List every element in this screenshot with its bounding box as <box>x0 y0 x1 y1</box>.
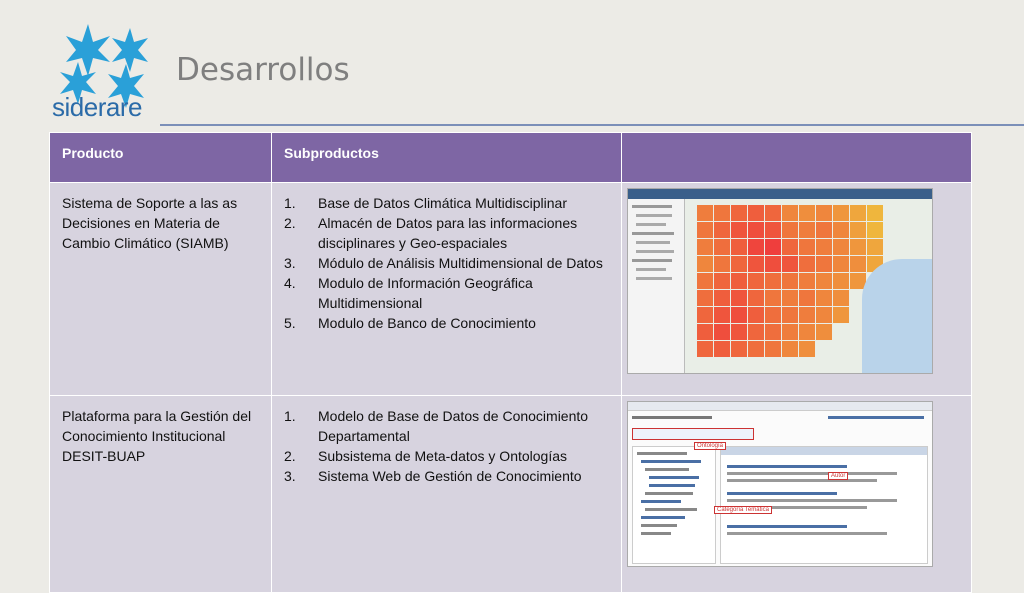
heatmap-cell <box>782 341 798 357</box>
heatmap-cell <box>850 222 866 238</box>
list-item: 4. Modulo de Información Geográfica Multidimensional <box>284 275 533 311</box>
heatmap-cell <box>731 290 747 306</box>
heatmap-cell <box>799 273 815 289</box>
table-row <box>50 183 972 396</box>
heatmap-cell <box>714 273 730 289</box>
heatmap-cell <box>714 307 730 323</box>
heatmap-cell <box>748 290 764 306</box>
map-app-header <box>628 189 932 199</box>
image-cell <box>622 396 972 593</box>
heatmap-cell <box>765 290 781 306</box>
product-name: Plataforma para la Gestión del Conocimiento Institucional DESIT-BUAP <box>62 408 252 464</box>
heatmap-cell <box>748 324 764 340</box>
heatmap-cell <box>765 256 781 272</box>
subproducts-cell <box>272 396 622 593</box>
list-item: 2. Almacén de Datos para las informaciones disciplinares y Geo-espaciales <box>284 215 578 251</box>
heatmap-cell <box>765 205 781 221</box>
header-subproducts: Subproductos <box>272 133 622 183</box>
heatmap-cell <box>816 239 832 255</box>
heatmap-cell <box>697 256 713 272</box>
list-item: 3. Módulo de Análisis Multidimensional de Datos <box>284 255 603 271</box>
heatmap-cell <box>731 239 747 255</box>
heatmap-cell <box>816 256 832 272</box>
table-row <box>50 396 972 593</box>
heatmap-cell <box>765 239 781 255</box>
heatmap-cell <box>833 273 849 289</box>
page-title: Desarrollos <box>176 52 350 88</box>
heatmap-cell <box>731 256 747 272</box>
heatmap-cell <box>782 273 798 289</box>
product-cell <box>50 183 272 396</box>
heatmap-cell <box>748 222 764 238</box>
heatmap-cell <box>731 307 747 323</box>
web-tree-panel <box>632 446 716 564</box>
heatmap-cell <box>697 273 713 289</box>
heatmap-cell <box>714 239 730 255</box>
heatmap-cell <box>714 324 730 340</box>
subproducts-list <box>284 193 609 333</box>
list-item: 5. Modulo de Banco de Conocimiento <box>284 315 536 331</box>
heatmap-cell <box>714 341 730 357</box>
heatmap-cell <box>799 205 815 221</box>
heatmap-cell <box>697 290 713 306</box>
heatmap-cell <box>799 324 815 340</box>
header-product: Producto <box>50 133 272 183</box>
list-item: 3. Sistema Web de Gestión de Conocimiento <box>284 468 582 484</box>
web-tabs <box>632 428 754 440</box>
map-layer-tree <box>628 199 685 373</box>
heatmap-cell <box>714 256 730 272</box>
heatmap-cell <box>697 307 713 323</box>
brand-name: siderare <box>52 92 142 122</box>
heatmap-cell <box>782 239 798 255</box>
heatmap-cell <box>765 341 781 357</box>
product-name: Sistema de Soporte a las as Decisiones en Materia de Cambio Climático (SIAMB) <box>62 195 238 251</box>
map-sea <box>862 259 932 373</box>
heatmap-cell <box>748 341 764 357</box>
heatmap-cell <box>782 222 798 238</box>
heatmap-cell <box>850 205 866 221</box>
heatmap-cell <box>867 239 883 255</box>
list-item: 1. Modelo de Base de Datos de Conocimiento Departamental <box>284 408 589 444</box>
siamb-map-screenshot <box>627 188 933 374</box>
heatmap-cell <box>765 307 781 323</box>
knowledge-web-screenshot <box>627 401 933 567</box>
heatmap-cell <box>782 324 798 340</box>
heatmap-cell <box>782 307 798 323</box>
heatmap-cell <box>765 273 781 289</box>
heatmap-cell <box>816 307 832 323</box>
subproducts-list <box>284 406 609 486</box>
heatmap-cell <box>782 256 798 272</box>
heatmap-cell <box>714 205 730 221</box>
callout-author: Autor <box>828 472 848 480</box>
heatmap-cell <box>731 205 747 221</box>
list-item: 1. Base de Datos Climática Multidisciplinar <box>284 195 567 211</box>
subproducts-cell <box>272 183 622 396</box>
heatmap-cell <box>799 222 815 238</box>
heatmap-cell <box>748 239 764 255</box>
heatmap-cell <box>748 205 764 221</box>
heatmap-cell <box>816 205 832 221</box>
product-cell <box>50 396 272 593</box>
heatmap-cell <box>833 205 849 221</box>
heatmap-cell <box>697 341 713 357</box>
list-item: 2. Subsistema de Meta-datos y Ontologías <box>284 448 568 464</box>
heatmap-cell <box>731 324 747 340</box>
heatmap-cell <box>748 273 764 289</box>
heatmap-cell <box>748 256 764 272</box>
heatmap-cell <box>697 222 713 238</box>
heatmap-cell <box>816 222 832 238</box>
heatmap-cell <box>782 290 798 306</box>
heatmap-cell <box>782 205 798 221</box>
callout-category: Categoría Temática <box>714 506 772 514</box>
header-image <box>622 133 972 183</box>
heatmap-cell <box>833 307 849 323</box>
heatmap-cell <box>799 290 815 306</box>
heatmap-cell <box>816 273 832 289</box>
heatmap-cell <box>867 205 883 221</box>
heatmap-cell <box>799 256 815 272</box>
heatmap-cell <box>697 205 713 221</box>
heatmap-cell <box>697 239 713 255</box>
heatmap-cell <box>697 324 713 340</box>
heatmap-cell <box>714 290 730 306</box>
web-results-panel <box>720 446 928 564</box>
table-header-row <box>50 133 972 183</box>
heatmap-cell <box>731 222 747 238</box>
heatmap-cell <box>850 256 866 272</box>
heatmap-cell <box>867 222 883 238</box>
heatmap-cell <box>765 222 781 238</box>
heatmap-cell <box>816 324 832 340</box>
heatmap-cell <box>833 290 849 306</box>
heatmap-cell <box>731 273 747 289</box>
heatmap-cell <box>833 239 849 255</box>
map-view <box>685 199 932 373</box>
heatmap-cell <box>799 341 815 357</box>
heatmap-cell <box>833 222 849 238</box>
developments-table <box>49 132 972 593</box>
heatmap-cell <box>765 324 781 340</box>
heatmap-cell <box>799 307 815 323</box>
heatmap-cell <box>731 341 747 357</box>
image-cell <box>622 183 972 396</box>
heatmap-cell <box>714 222 730 238</box>
heatmap-cell <box>799 239 815 255</box>
heatmap-cell <box>833 256 849 272</box>
heatmap-cell <box>816 290 832 306</box>
heatmap-cell <box>850 239 866 255</box>
title-divider <box>160 124 1024 126</box>
callout-ontology: Ontología <box>694 442 726 450</box>
heatmap-cell <box>748 307 764 323</box>
web-topbar <box>628 402 932 411</box>
